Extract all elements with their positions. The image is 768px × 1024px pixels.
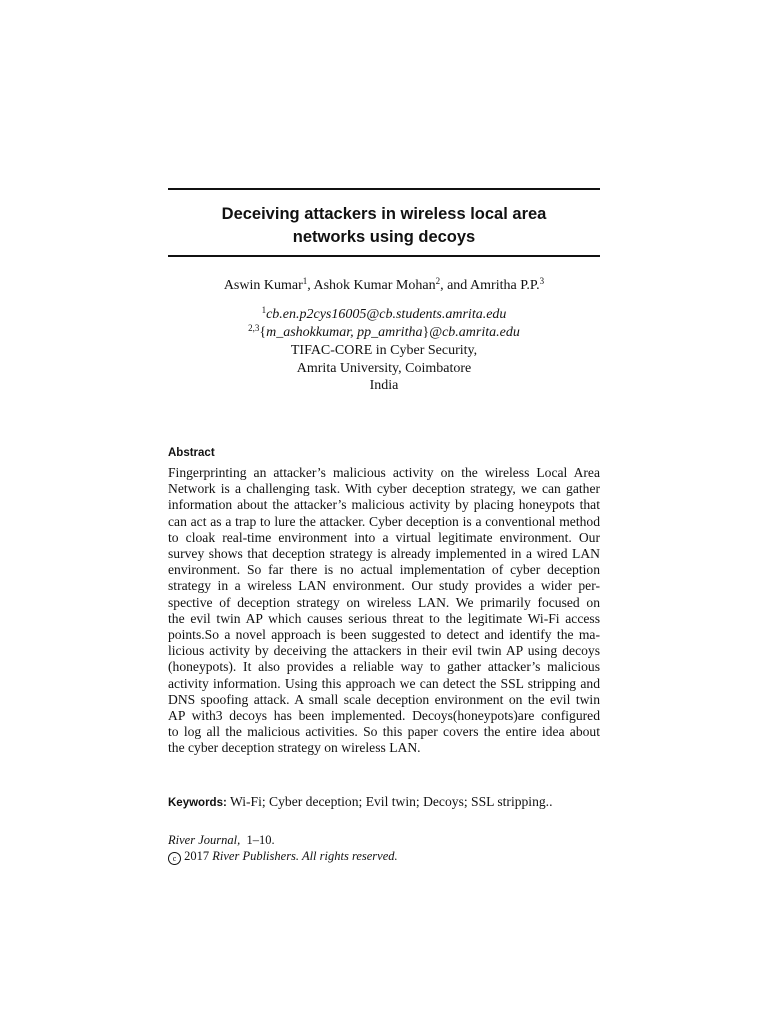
abstract-line: strategy in a wireless LAN environment. Our study provides a wider per- <box>168 578 600 594</box>
abstract-line: Fingerprinting an attacker’s malicious activity on the wireless Local Area <box>168 465 600 480</box>
abstract-line: points.So a novel approach is been suggested to detect and identify the ma- <box>168 627 600 643</box>
top-rule <box>168 188 600 190</box>
keywords-text: Wi-Fi; Cyber deception; Evil twin; Decoys; SSL stripping.. <box>229 794 553 809</box>
abstract-line: the evil twin AP which causes serious threat to the legitimate Wi-Fi access <box>168 610 600 626</box>
abstract-line: DNS spoofing attack. A small scale deception environment on the evil twin <box>168 691 600 707</box>
author-3: Amritha P.P. <box>470 278 540 293</box>
title-line-1: Deceiving attackers in wireless local area <box>221 205 547 223</box>
author-2: Ashok Kumar Mohan <box>313 278 436 293</box>
publisher-text: River Publishers. All rights reserved. <box>212 849 398 863</box>
affiliation-line-1: TIFAC-CORE in Cyber Security, <box>290 343 478 358</box>
abstract-line: licious activity by deceiving the attackers in their evil twin AP using decoys <box>168 643 600 659</box>
journal-name: River Journal, <box>168 833 241 847</box>
abstract-line: can act as a trap to lure the attacker. Cyber deception is a conventional method <box>168 513 600 529</box>
email-line-2: $^{2,3}${m_ashokkumar, pp_amritha}@cb.amrita.edu <box>248 323 520 340</box>
abstract-line: environment. So far there is no actual implementation of cyber deception <box>168 562 600 578</box>
email-2-names: m_ashokkumar, pp_amritha <box>266 325 423 340</box>
email-line-1: $^1$cb.en.p2cys16005@cb.students.amrita.edu <box>261 305 507 322</box>
abstract-line: (honeypots). It also provides a reliable way to gather attacker’s malicious <box>168 659 600 675</box>
author-1: Aswin Kumar <box>223 278 303 293</box>
abstract-line: survey shows that deception strategy is already implemented in a wired LAN <box>168 546 600 562</box>
paper-title <box>168 203 600 249</box>
abstract-line: to log all the malicious activities. So this paper covers the entire idea about <box>168 724 600 740</box>
copyright-year: 2017 <box>184 849 210 863</box>
abstract-heading: Abstract <box>168 447 215 459</box>
keywords-label: Keywords: <box>168 797 227 809</box>
email-2-domain: @cb.amrita.edu <box>429 325 520 340</box>
author-line: Aswin Kumar$^1$, Ashok Kumar Mohan$^2$, and Amritha P.P.$^3$ <box>223 276 545 293</box>
abstract-line: to cloak real-time environment into a virtual legitimate environment. Our <box>168 529 600 545</box>
affiliation-line-3: India <box>369 378 399 393</box>
email-1: cb.en.p2cys16005@cb.students.amrita.edu <box>266 307 507 322</box>
abstract-line: information about the attacker’s malicious activity by placing honeypots that <box>168 497 600 513</box>
journal-pages: 1–10. <box>246 833 275 847</box>
abstract-body <box>168 465 600 757</box>
author-2-affil: 2 <box>435 276 441 286</box>
journal-citation <box>168 832 600 848</box>
abstract-line: AP with3 decoys has been implemented. Decoys(honeypots)are configured <box>168 708 600 724</box>
abstract-line: spective of deception strategy on wireless LAN. We primarily focused on <box>168 594 600 610</box>
copyright-line <box>168 848 600 865</box>
bottom-rule <box>168 255 600 257</box>
title-line-2: networks using decoys <box>292 228 476 246</box>
keywords-line <box>168 794 600 811</box>
author-3-affil: 3 <box>539 276 545 286</box>
affiliation-line-2: Amrita University, Coimbatore <box>296 361 472 376</box>
abstract-line: the cyber deception strategy on wireless LAN. <box>168 740 421 756</box>
copyright-icon: c <box>168 852 181 865</box>
abstract-line: Network is a challenging task. With cyber deception strategy, we can gather <box>168 481 600 497</box>
author-1-affil: 1 <box>302 276 308 286</box>
abstract-line: activity information. Using this approach we can detect the SSL stripping and <box>168 675 600 691</box>
